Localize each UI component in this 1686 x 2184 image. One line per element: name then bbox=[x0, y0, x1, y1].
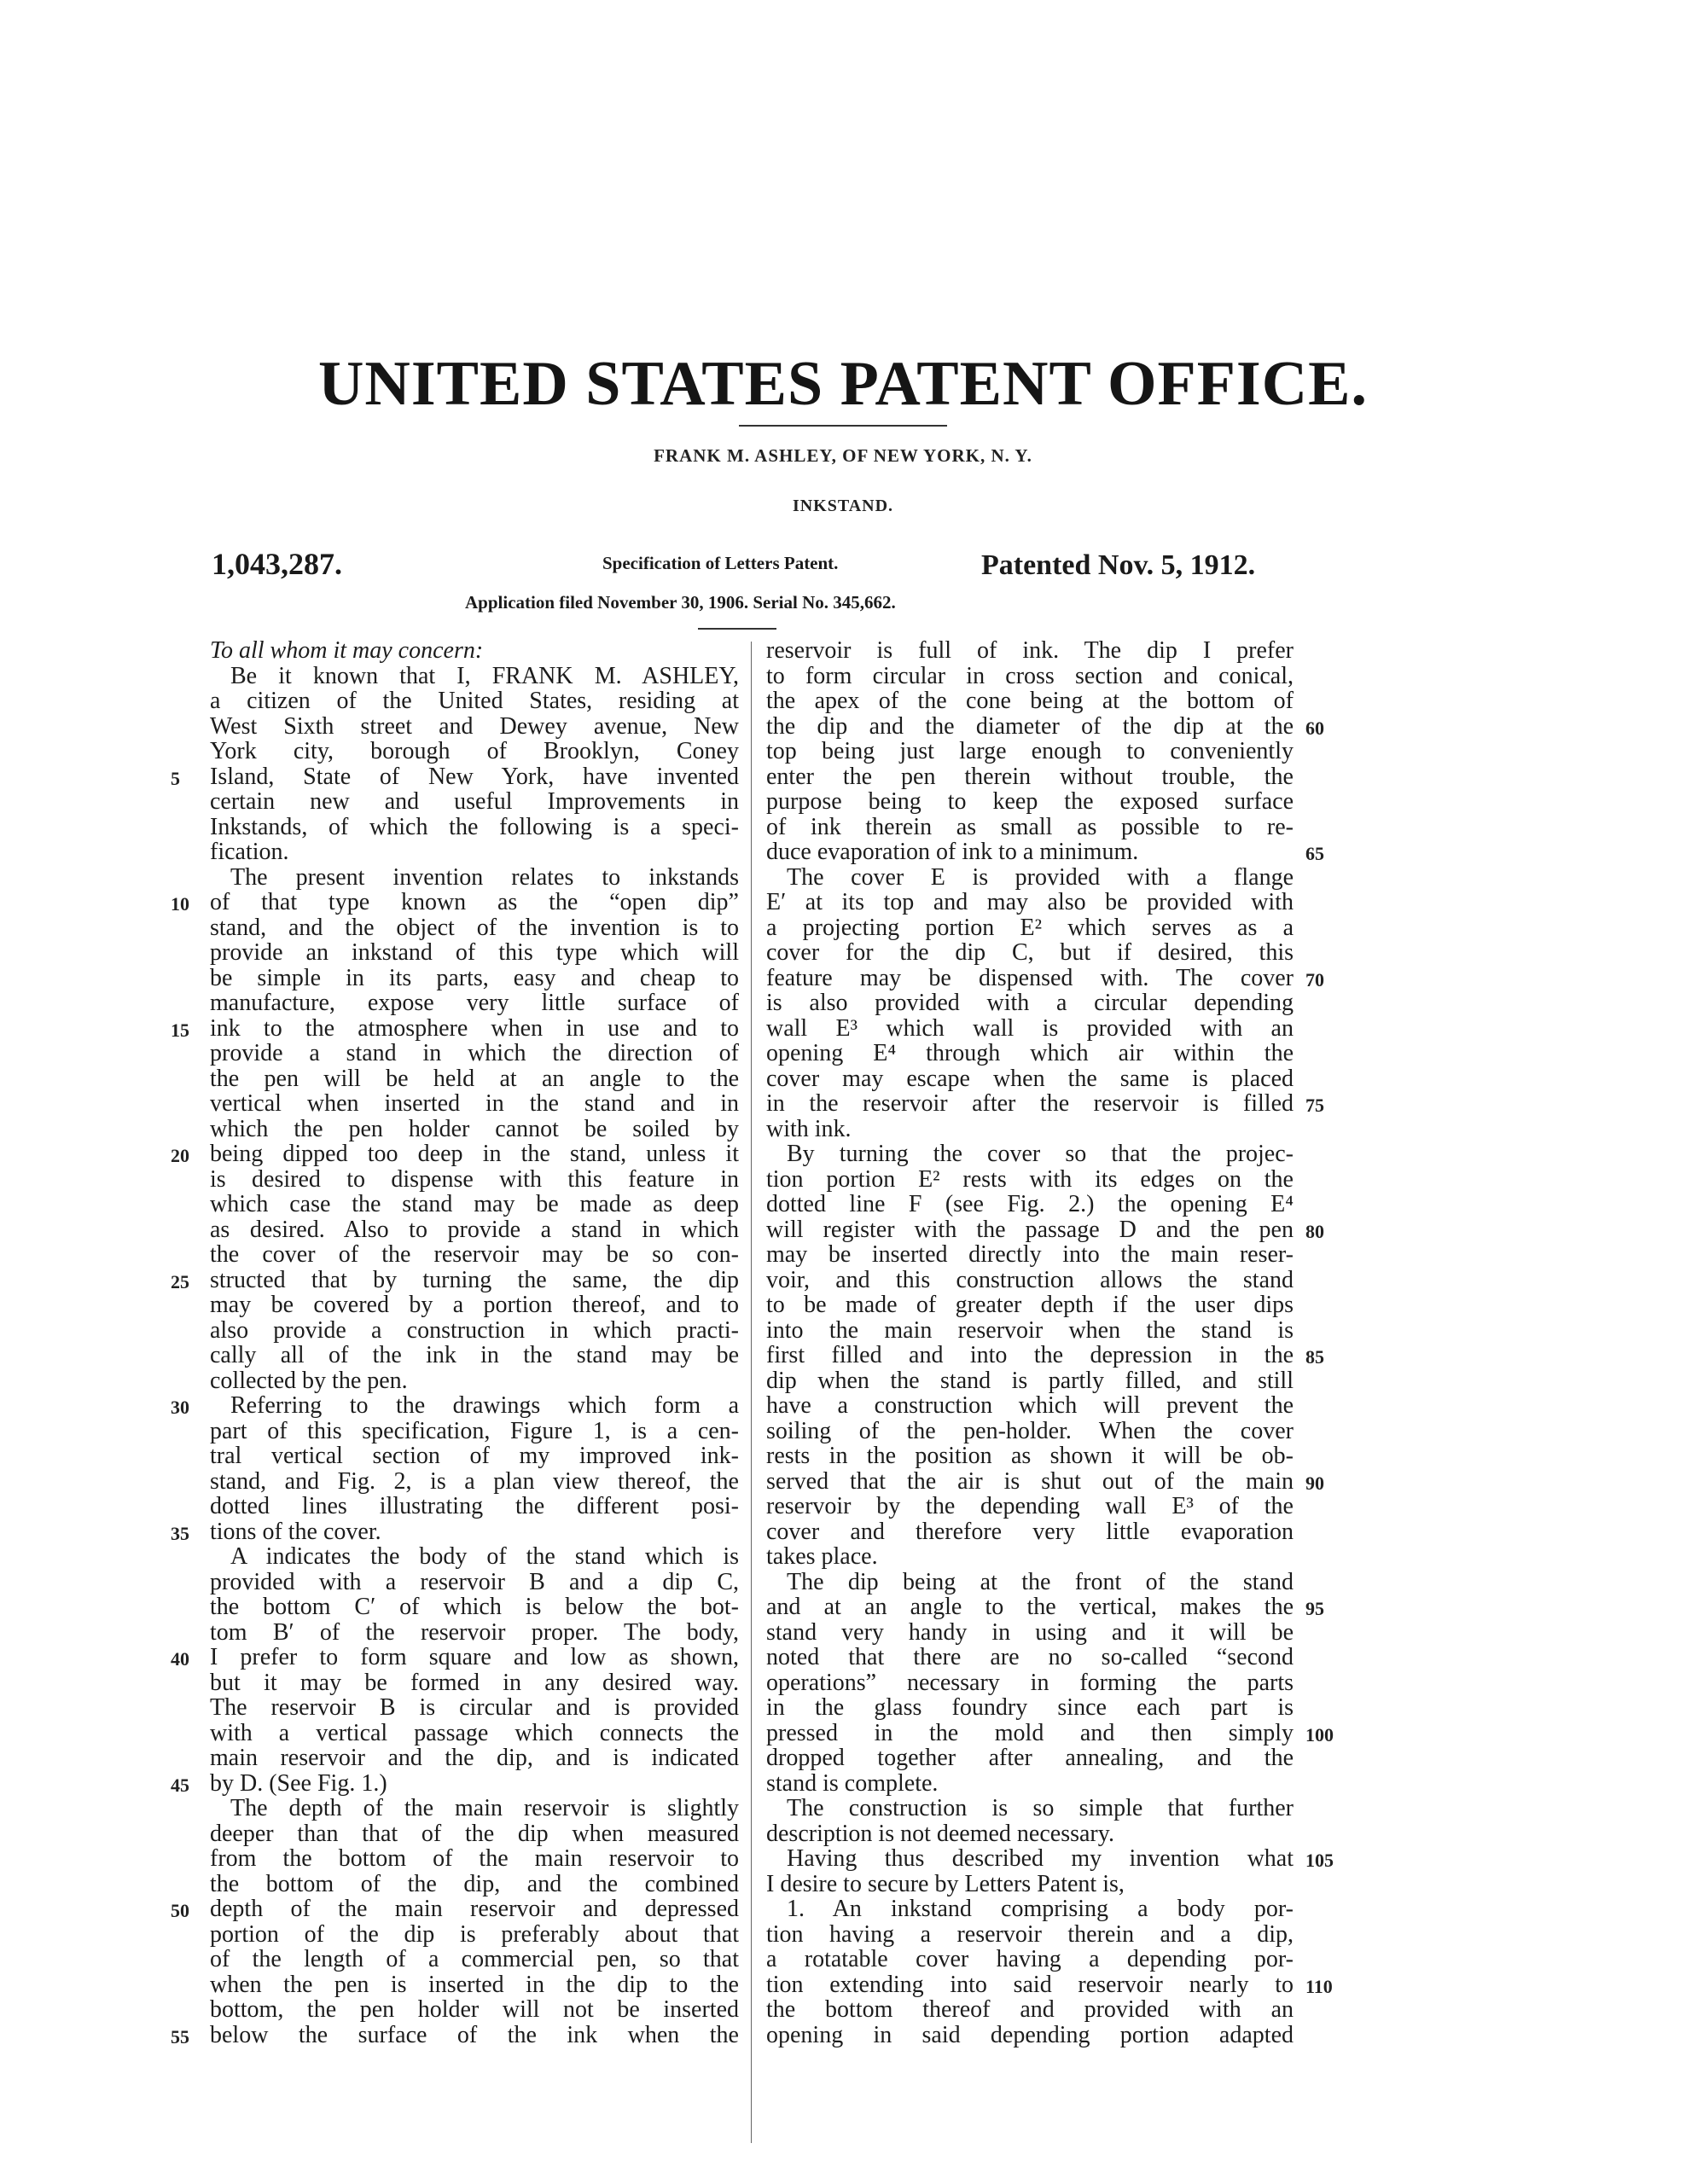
right-column-line: with ink. bbox=[766, 1115, 852, 1142]
right-column-line: tion having a reservoir therein and a dip, bbox=[766, 1920, 1294, 1948]
left-column-line: tom B′ of the reservoir proper. The body, bbox=[210, 1618, 739, 1646]
left-column-line: manufacture, expose very little surface of bbox=[210, 990, 739, 1016]
right-column-line: the apex of the cone being at the bottom of bbox=[766, 688, 1294, 714]
left-column-line: portion of the dip is preferably about that bbox=[210, 1920, 739, 1948]
right-column-line: to form circular in cross section and conical, bbox=[766, 662, 1294, 689]
left-column-line: when the pen is inserted in the dip to the bbox=[210, 1971, 739, 1998]
line-number: 60 bbox=[1305, 717, 1324, 739]
left-column-line: bottom, the pen holder will not be inserted bbox=[210, 1996, 739, 2023]
right-column-line: reservoir by the depending wall E³ of the bbox=[766, 1493, 1294, 1519]
right-column-line: E′ at its top and may also be provided with bbox=[766, 889, 1294, 915]
left-column-line: deeper than that of the dip when measured bbox=[210, 1820, 739, 1847]
right-column-line: a projecting portion E² which serves as a bbox=[766, 914, 1294, 941]
right-column-line: The cover E is provided with a flange bbox=[787, 863, 1294, 891]
line-number: 95 bbox=[1305, 1598, 1324, 1619]
left-column-line: Inkstands, of which the following is a speci- bbox=[210, 813, 739, 840]
line-number: 50 bbox=[171, 1900, 189, 1921]
line-number: 65 bbox=[1305, 843, 1324, 864]
right-column-line: into the main reservoir when the stand is bbox=[766, 1316, 1294, 1344]
left-column-line: as desired. Also to provide a stand in which bbox=[210, 1216, 739, 1243]
left-column-line: fication. bbox=[210, 839, 289, 865]
line-number: 55 bbox=[171, 2025, 189, 2048]
right-column-line: first filled and into the depression in the bbox=[766, 1342, 1294, 1368]
specification-label: Specification of Letters Patent. bbox=[602, 553, 839, 573]
left-column-line: York city, borough of Brooklyn, Coney bbox=[210, 738, 739, 764]
left-column-line: is desired to dispense with this feature in bbox=[210, 1165, 739, 1193]
left-column-line: the pen will be held at an angle to the bbox=[210, 1065, 739, 1092]
right-column-line: served that the air is shut out of the main bbox=[766, 1467, 1294, 1495]
right-column-line: is also provided with a circular depending bbox=[766, 990, 1294, 1016]
right-column-line: purpose being to keep the exposed surface bbox=[766, 788, 1294, 815]
line-number: 25 bbox=[171, 1270, 189, 1292]
left-column-line: provided with a reservoir B and a dip C, bbox=[210, 1568, 739, 1595]
right-column-line: feature may be dispensed with. The cover bbox=[766, 964, 1294, 991]
line-number: 5 bbox=[171, 767, 180, 789]
line-number: 100 bbox=[1305, 1723, 1334, 1745]
right-column-line: dotted line F (see Fig. 2.) the opening E⁴ bbox=[766, 1191, 1294, 1217]
right-column-line: The dip being at the front of the stand bbox=[787, 1568, 1294, 1595]
right-column-line: dropped together after annealing, and the bbox=[766, 1745, 1294, 1771]
right-column-line: pressed in the mold and then simply bbox=[766, 1719, 1294, 1746]
right-column-line: stand very handy in using and it will be bbox=[766, 1618, 1294, 1646]
left-column-line: main reservoir and the dip, and is indicated bbox=[210, 1745, 739, 1771]
right-column-line: opening in said depending portion adapted bbox=[766, 2021, 1294, 2048]
left-column-line: The present invention relates to inkstands bbox=[230, 863, 739, 891]
right-column-line: have a construction which will prevent the bbox=[766, 1392, 1294, 1419]
left-column-line: be simple in its parts, easy and cheap to bbox=[210, 964, 739, 991]
patent-number: 1,043,287. bbox=[212, 547, 342, 581]
right-column-line: voir, and this construction allows the stand bbox=[766, 1266, 1294, 1293]
left-column-line: A indicates the body of the stand which is bbox=[230, 1543, 739, 1570]
left-column-line: being dipped too deep in the stand, unless it bbox=[210, 1141, 739, 1167]
left-column-line: certain new and useful Improvements in bbox=[210, 788, 739, 815]
patented-date: Patented Nov. 5, 1912. bbox=[981, 549, 1256, 581]
left-column-line: Island, State of New York, have invented bbox=[210, 763, 739, 790]
line-number: 110 bbox=[1305, 1975, 1333, 1997]
line-number: 75 bbox=[1305, 1095, 1324, 1116]
right-column-line: opening E⁴ through which air within the bbox=[766, 1040, 1294, 1066]
left-column-line: collected by the pen. bbox=[210, 1367, 408, 1394]
left-column-line: structed that by turning the same, the dip bbox=[210, 1266, 739, 1293]
line-number: 30 bbox=[171, 1397, 189, 1418]
right-column-line: of ink therein as small as possible to re- bbox=[766, 813, 1294, 840]
right-column-line: The construction is so simple that further bbox=[787, 1795, 1294, 1821]
line-number: 10 bbox=[171, 893, 189, 915]
left-column-line: vertical when inserted in the stand and in bbox=[210, 1090, 739, 1117]
left-column-line: stand, and Fig. 2, is a plan view thereof, the bbox=[210, 1467, 739, 1495]
right-column bbox=[766, 638, 1294, 2048]
right-column-line: rests in the position as shown it will be ob- bbox=[766, 1443, 1294, 1469]
left-column-line: depth of the main reservoir and depressed bbox=[210, 1896, 739, 1922]
line-number: 40 bbox=[171, 1648, 189, 1670]
left-column-line: provide an inkstand of this type which will bbox=[210, 939, 739, 966]
right-column-line: duce evaporation of ink to a minimum. bbox=[766, 839, 1139, 865]
right-column-line: description is not deemed necessary. bbox=[766, 1820, 1114, 1847]
line-number: 20 bbox=[171, 1145, 189, 1166]
line-number: 45 bbox=[171, 1774, 189, 1796]
left-column-line: which case the stand may be made as deep bbox=[210, 1191, 739, 1217]
inventor-line: FRANK M. ASHLEY, OF NEW YORK, N. Y. bbox=[654, 445, 1032, 466]
salutation: To all whom it may concern: bbox=[210, 637, 484, 664]
header-rule bbox=[698, 628, 776, 630]
left-column-line: the cover of the reservoir may be so con- bbox=[210, 1241, 739, 1268]
left-column-line: stand, and the object of the invention is to bbox=[210, 914, 739, 941]
line-number: 90 bbox=[1305, 1472, 1324, 1494]
right-column-line: in the reservoir after the reservoir is filled bbox=[766, 1090, 1294, 1117]
column-divider bbox=[751, 642, 752, 2143]
left-column-line: cally all of the ink in the stand may be bbox=[210, 1342, 739, 1368]
right-column-text bbox=[766, 638, 1294, 2048]
left-column-line: below the surface of the ink when the bbox=[210, 2021, 739, 2048]
left-column-line: provide a stand in which the direction of bbox=[210, 1040, 739, 1066]
right-column-line: cover and therefore very little evaporation bbox=[766, 1518, 1294, 1545]
right-column-line: reservoir is full of ink. The dip I prefer bbox=[766, 637, 1294, 664]
left-column-line: the bottom of the dip, and the combined bbox=[210, 1870, 739, 1897]
left-column-line: may be covered by a portion thereof, and to bbox=[210, 1292, 739, 1318]
right-column-line: 1. An inkstand comprising a body por- bbox=[787, 1896, 1294, 1922]
left-column-line: The reservoir B is circular and is provided bbox=[210, 1694, 739, 1721]
right-column-line: may be inserted directly into the main reser- bbox=[766, 1241, 1294, 1268]
left-column-line: ink to the atmosphere when in use and to bbox=[210, 1014, 739, 1042]
right-column-line: cover for the dip C, but if desired, this bbox=[766, 939, 1294, 966]
left-column-line: but it may be formed in any desired way. bbox=[210, 1669, 739, 1696]
right-column-line: top being just large enough to conveniently bbox=[766, 738, 1294, 764]
left-column-line: dotted lines illustrating the different posi- bbox=[210, 1493, 739, 1519]
right-column-line: wall E³ which wall is provided with an bbox=[766, 1014, 1294, 1042]
right-column-line: to be made of greater depth if the user dips bbox=[766, 1292, 1294, 1318]
line-number: 70 bbox=[1305, 968, 1324, 990]
right-column-line: I desire to secure by Letters Patent is, bbox=[766, 1870, 1125, 1897]
office-title: UNITED STATES PATENT OFFICE. bbox=[317, 349, 1369, 419]
left-column-line: also provide a construction in which practi- bbox=[210, 1316, 739, 1344]
right-column-line: and at an angle to the vertical, makes the bbox=[766, 1594, 1294, 1620]
line-number: 105 bbox=[1305, 1850, 1334, 1871]
application-line: Application filed November 30, 1906. Serial No. 345,662. bbox=[465, 592, 896, 613]
left-column-line: The depth of the main reservoir is slightly bbox=[230, 1795, 739, 1821]
left-column-line: a citizen of the United States, residing at bbox=[210, 688, 739, 714]
right-column-line: takes place. bbox=[766, 1543, 878, 1570]
left-column bbox=[210, 638, 739, 2048]
left-column-line: by D. (See Fig. 1.) bbox=[210, 1769, 387, 1797]
right-column-line: in the glass foundry since each part is bbox=[766, 1694, 1294, 1721]
left-column-line: I prefer to form square and low as shown, bbox=[210, 1644, 739, 1670]
left-column-line: the bottom C′ of which is below the bot- bbox=[210, 1594, 739, 1620]
line-number: 15 bbox=[171, 1019, 189, 1041]
right-column-line: the bottom thereof and provided with an bbox=[766, 1996, 1294, 2023]
right-column-line: will register with the passage D and the pen bbox=[766, 1216, 1294, 1243]
right-column-line: a rotatable cover having a depending por- bbox=[766, 1946, 1294, 1972]
right-column-line: tion extending into said reservoir nearly to bbox=[766, 1971, 1294, 1998]
right-column-line: dip when the stand is partly filled, and still bbox=[766, 1367, 1294, 1394]
line-number: 80 bbox=[1305, 1220, 1324, 1242]
left-column-line: of the length of a commercial pen, so that bbox=[210, 1946, 739, 1972]
line-number: 85 bbox=[1305, 1346, 1324, 1368]
left-column-line: tions of the cover. bbox=[210, 1518, 381, 1545]
title-rule bbox=[739, 425, 947, 427]
right-column-line: noted that there are no so-called “second bbox=[766, 1644, 1294, 1670]
left-column-line: which the pen holder cannot be soiled by bbox=[210, 1115, 739, 1142]
invention-title: INKSTAND. bbox=[792, 497, 894, 515]
line-number: 35 bbox=[171, 1522, 189, 1544]
left-column-line: West Sixth street and Dewey avenue, New bbox=[210, 712, 739, 740]
left-column-line: tral vertical section of my improved ink- bbox=[210, 1443, 739, 1469]
right-column-line: enter the pen therein without trouble, the bbox=[766, 763, 1294, 790]
left-column-line: Referring to the drawings which form a bbox=[230, 1392, 739, 1419]
left-column-line: Be it known that I, FRANK M. ASHLEY, bbox=[230, 662, 739, 689]
left-column-line: from the bottom of the main reservoir to bbox=[210, 1845, 739, 1872]
left-column-line: part of this specification, Figure 1, is a cen- bbox=[210, 1417, 739, 1444]
right-column-line: tion portion E² rests with its edges on the bbox=[766, 1165, 1294, 1193]
left-column-line: of that type known as the “open dip” bbox=[210, 889, 739, 915]
left-column-line: with a vertical passage which connects the bbox=[210, 1719, 739, 1746]
right-column-line: Having thus described my invention what bbox=[787, 1845, 1294, 1872]
right-column-line: the dip and the diameter of the dip at the bbox=[766, 712, 1294, 740]
right-column-line: soiling of the pen-holder. When the cover bbox=[766, 1417, 1294, 1444]
right-column-line: By turning the cover so that the projec- bbox=[787, 1141, 1294, 1167]
left-column-text bbox=[210, 664, 739, 2048]
right-column-line: operations” necessary in forming the parts bbox=[766, 1669, 1294, 1696]
right-column-line: cover may escape when the same is placed bbox=[766, 1065, 1294, 1092]
right-column-line: stand is complete. bbox=[766, 1769, 939, 1797]
